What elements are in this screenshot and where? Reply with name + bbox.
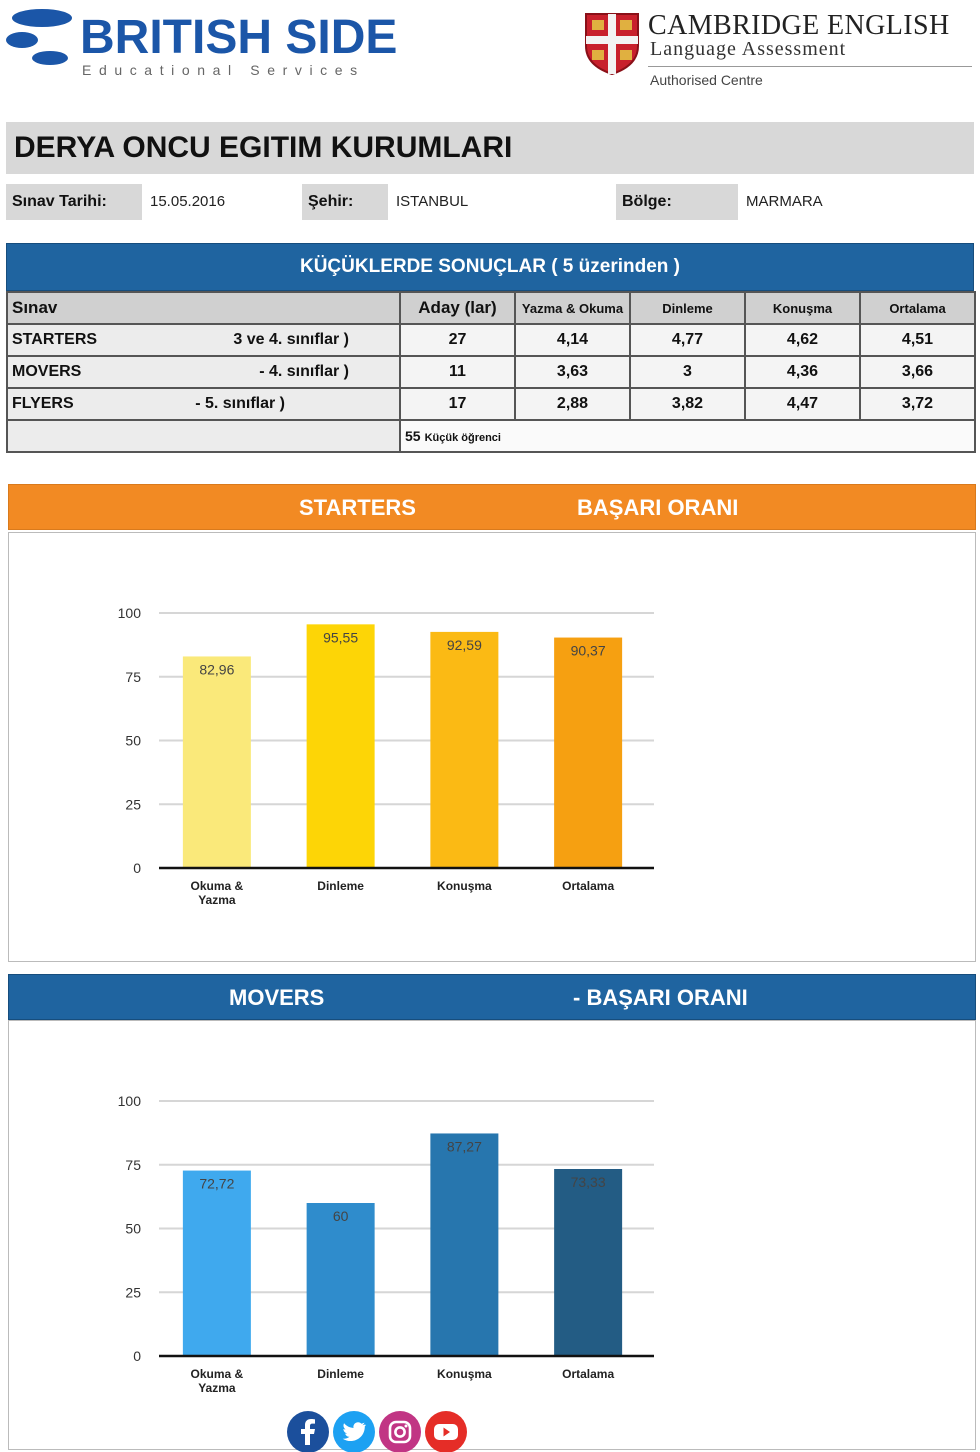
exam-note: 3 ve 4. sınıflar ) bbox=[233, 331, 349, 348]
category-label: Okuma & Yazma bbox=[190, 1367, 244, 1395]
cambridge-logo bbox=[584, 8, 976, 100]
cambridge-divider bbox=[648, 66, 972, 67]
speaking-cell: 4,47 bbox=[745, 388, 860, 420]
candidates-cell: 27 bbox=[400, 324, 515, 356]
exam-cell bbox=[7, 388, 400, 420]
category-label: Dinleme bbox=[317, 1367, 364, 1381]
starters-header-left: STARTERS bbox=[299, 495, 416, 520]
bar bbox=[183, 656, 251, 868]
twitter-icon[interactable] bbox=[332, 1410, 376, 1452]
movers-header-left: MOVERS bbox=[229, 985, 325, 1010]
brand-title: BRITISH SIDE bbox=[80, 11, 398, 64]
y-tick-label: 50 bbox=[125, 732, 141, 749]
youtube-icon[interactable] bbox=[424, 1410, 468, 1452]
british-side-mark-icon bbox=[4, 6, 74, 66]
bar bbox=[307, 624, 375, 868]
header-listening: Dinleme bbox=[630, 292, 745, 324]
bar-value-label: 95,55 bbox=[323, 629, 359, 646]
city-label: Şehir: bbox=[302, 184, 388, 220]
total-count: 55 bbox=[405, 428, 421, 444]
category-label: Okuma & Yazma bbox=[190, 879, 244, 907]
average-cell: 3,66 bbox=[860, 356, 975, 388]
table-row bbox=[7, 356, 975, 388]
exam-note: - 4. sınıflar ) bbox=[259, 363, 349, 380]
exam-note: - 5. sınıflar ) bbox=[195, 395, 285, 412]
table-row bbox=[7, 324, 975, 356]
writing-reading-cell: 3,63 bbox=[515, 356, 630, 388]
writing-reading-cell: 4,14 bbox=[515, 324, 630, 356]
header-writing-reading: Yazma & Okuma bbox=[515, 292, 630, 324]
table-row bbox=[7, 388, 975, 420]
bar bbox=[183, 1171, 251, 1356]
listening-cell: 3 bbox=[630, 356, 745, 388]
facebook-icon[interactable] bbox=[286, 1410, 330, 1452]
category-label: Konuşma bbox=[437, 879, 492, 893]
exam-name: MOVERS bbox=[12, 363, 82, 380]
movers-chart bbox=[9, 1021, 975, 1449]
bar-value-label: 92,59 bbox=[446, 636, 482, 653]
bar-value-label: 60 bbox=[332, 1208, 349, 1224]
bar-value-label: 72,72 bbox=[199, 1175, 235, 1192]
bar-value-label: 73,33 bbox=[570, 1174, 606, 1191]
average-cell: 4,51 bbox=[860, 324, 975, 356]
movers-chart-panel bbox=[8, 1020, 976, 1450]
region-value: MARMARA bbox=[746, 193, 823, 210]
category-label: Konuşma bbox=[437, 1367, 492, 1381]
institution-name: DERYA ONCU EGITIM KURUMLARI bbox=[14, 131, 513, 164]
y-tick-label: 75 bbox=[125, 668, 141, 685]
y-tick-label: 50 bbox=[125, 1220, 141, 1237]
header-candidates: Aday (lar) bbox=[400, 292, 515, 324]
movers-section-header bbox=[8, 974, 976, 1020]
y-tick-label: 25 bbox=[125, 1284, 141, 1301]
bar-value-label: 87,27 bbox=[446, 1138, 482, 1155]
total-label: Küçük öğrenci bbox=[424, 432, 501, 444]
region-label: Bölge: bbox=[616, 184, 738, 220]
starters-header-right: BAŞARI ORANI bbox=[577, 495, 739, 520]
candidates-cell: 11 bbox=[400, 356, 515, 388]
bar bbox=[554, 638, 622, 868]
bar bbox=[430, 632, 498, 868]
table-header-row bbox=[7, 292, 975, 324]
cambridge-subtitle: Language Assessment bbox=[650, 38, 847, 60]
listening-cell: 3,82 bbox=[630, 388, 745, 420]
brand-subtitle: Educational Services bbox=[82, 62, 365, 78]
exam-cell bbox=[7, 356, 400, 388]
results-table bbox=[6, 291, 976, 453]
total-empty-cell bbox=[7, 420, 400, 452]
header-average: Ortalama bbox=[860, 292, 975, 324]
date-label: Sınav Tarihi: bbox=[6, 184, 142, 220]
header-exam: Sınav bbox=[7, 292, 400, 324]
results-title: KÜÇÜKLERDE SONUÇLAR ( 5 üzerinden ) bbox=[6, 243, 974, 291]
header-speaking: Konuşma bbox=[745, 292, 860, 324]
category-label: Ortalama bbox=[562, 1367, 615, 1381]
movers-header-right: - BAŞARI ORANI bbox=[573, 985, 748, 1010]
cambridge-note: Authorised Centre bbox=[650, 72, 763, 88]
speaking-cell: 4,62 bbox=[745, 324, 860, 356]
bar bbox=[430, 1133, 498, 1356]
y-tick-label: 0 bbox=[133, 860, 141, 876]
listening-cell: 4,77 bbox=[630, 324, 745, 356]
total-row bbox=[7, 420, 975, 452]
candidates-cell: 17 bbox=[400, 388, 515, 420]
institution-bar bbox=[6, 122, 974, 174]
total-cell bbox=[400, 420, 975, 452]
y-tick-label: 75 bbox=[125, 1156, 141, 1173]
starters-chart bbox=[9, 533, 975, 961]
bar bbox=[554, 1169, 622, 1356]
category-label: Ortalama bbox=[562, 879, 615, 893]
y-tick-label: 100 bbox=[117, 605, 141, 621]
british-side-logo bbox=[0, 0, 440, 100]
date-value: 15.05.2016 bbox=[150, 193, 226, 210]
bar bbox=[307, 1203, 375, 1356]
speaking-cell: 4,36 bbox=[745, 356, 860, 388]
exam-name: FLYERS bbox=[12, 395, 74, 412]
exam-cell bbox=[7, 324, 400, 356]
y-tick-label: 25 bbox=[125, 796, 141, 813]
category-label: Dinleme bbox=[317, 879, 364, 893]
starters-chart-panel bbox=[8, 532, 976, 962]
instagram-icon[interactable] bbox=[378, 1410, 422, 1452]
cambridge-shield-icon bbox=[584, 12, 640, 76]
bar-value-label: 82,96 bbox=[199, 661, 235, 678]
writing-reading-cell: 2,88 bbox=[515, 388, 630, 420]
bar-value-label: 90,37 bbox=[570, 642, 606, 659]
cambridge-title: CAMBRIDGE ENGLISH bbox=[648, 10, 950, 41]
y-tick-label: 100 bbox=[117, 1093, 141, 1109]
average-cell: 3,72 bbox=[860, 388, 975, 420]
city-value: ISTANBUL bbox=[396, 193, 469, 210]
starters-section-header bbox=[8, 484, 976, 530]
exam-name: STARTERS bbox=[12, 331, 98, 348]
y-tick-label: 0 bbox=[133, 1348, 141, 1364]
